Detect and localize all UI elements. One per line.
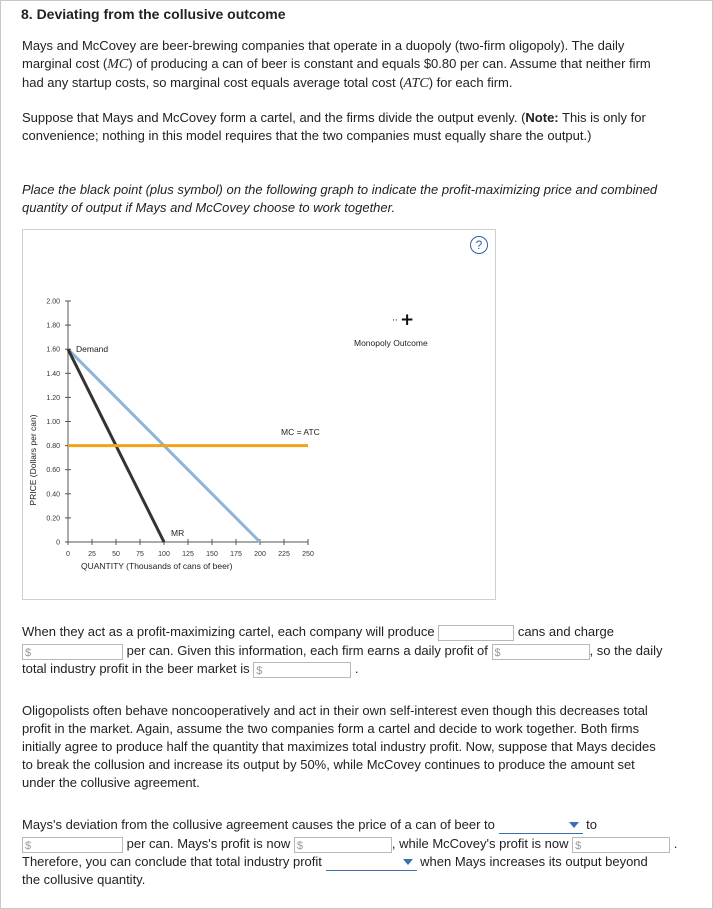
graph-panel (22, 229, 496, 600)
cartel-line-1: Suppose that Mays and McCovey form a cartel, and the firms divide the output evenly. (Note: This is only for (22, 110, 646, 125)
y-axis-label: PRICE (Dollars per can) (28, 414, 38, 506)
y-tick-label: 1.60 (46, 346, 60, 354)
graph-instruction: Place the black point (plus symbol) on the following graph to indicate the profit-maximizing price and combined quantity of output if Mays and McCovey choose to work together. (22, 182, 658, 215)
y-tick-label: 0.40 (46, 491, 60, 499)
chevron-down-icon (569, 822, 579, 828)
x-tick-label: 250 (302, 551, 314, 558)
q2-line-1: Mays's deviation from the collusive agreement causes the price of a can of beer to to (22, 817, 597, 832)
y-tick-label: 0.60 (46, 467, 60, 475)
mays-profit-input[interactable]: $ (294, 837, 392, 853)
cartel-line-2: convenience; nothing in this model requires that the two companies must equally share the output.) (22, 128, 592, 143)
q2-line-3: Therefore, you can conclude that total industry profit when Mays increases its output beyond (22, 854, 648, 869)
monopoly-outcome-label: Monopoly Outcome (354, 338, 428, 348)
help-icon[interactable]: ? (470, 236, 488, 254)
cartel-price-input[interactable]: $ (22, 644, 123, 660)
monopoly-point-plus-icon[interactable]: + (400, 310, 415, 330)
y-tick-label: 2.00 (46, 298, 60, 306)
mr-label: MR (171, 528, 185, 538)
x-tick-label: 200 (254, 551, 266, 558)
x-tick-label: 0 (66, 551, 70, 558)
y-tick-label: 1.80 (46, 322, 60, 330)
intro-paragraph (22, 37, 697, 93)
y-tick-label: 0.20 (46, 515, 60, 523)
price-quantity-chart[interactable] (23, 230, 495, 599)
q1-line-2: $ per can. Given this information, each firm earns a daily profit of $ , so the daily (22, 642, 663, 660)
industry-profit-input[interactable]: $ (253, 662, 351, 678)
x-tick-label: 50 (112, 551, 120, 558)
x-tick-label: 225 (278, 551, 290, 558)
chevron-down-icon (403, 859, 413, 865)
q1-line-1: When they act as a profit-maximizing cartel, each company will produce cans and charge (22, 624, 614, 639)
monopoly-outcome-tool[interactable] (354, 310, 428, 348)
industry-profit-dropdown[interactable] (326, 855, 417, 871)
question-title: 8. Deviating from the collusive outcome (21, 6, 286, 22)
firm-profit-input[interactable]: $ (492, 644, 590, 660)
y-tick-label: 0.80 (46, 443, 60, 451)
quantity-per-firm-input[interactable] (438, 625, 514, 641)
y-tick-label: 1.00 (46, 419, 60, 426)
intro-line-3: had any startup costs, so marginal cost equals average total cost (ATC) for each firm. (22, 75, 513, 91)
monopoly-point-dots: ·· (392, 316, 398, 326)
price-change-dropdown[interactable] (499, 818, 583, 834)
mc-atc-label: MC = ATC (281, 427, 320, 437)
mccovey-profit-input[interactable]: $ (572, 837, 670, 853)
q2-line-4: the collusive quantity. (22, 872, 146, 887)
deviation-paragraph: Oligopolists often behave noncooperatively and act in their own self-interest even though this decreases total profit in the market. Again, assume the two companies form a cartel and decide to work together. Both firms initially agree to produce half the quantity that maximizes total industry profit. Now, suppose that Mays decides to break the collusion and increase its output by 50%, while McCovey continues to produce the amount set under the collusive agreement. (22, 703, 656, 790)
y-tick-label: 1.20 (46, 394, 60, 402)
demand-label: Demand (76, 344, 109, 354)
new-price-input[interactable]: $ (22, 837, 123, 853)
x-tick-label: 25 (88, 551, 96, 558)
x-tick-label: 150 (206, 551, 218, 558)
intro-line-2: marginal cost (MC) of producing a can of beer is constant and equals $0.80 per can. Assume that neither firm (22, 56, 651, 72)
x-tick-label: 75 (136, 551, 144, 558)
x-axis-label: QUANTITY (Thousands of cans of beer) (81, 561, 233, 571)
intro-line-1: Mays and McCovey are beer-brewing companies that operate in a duopoly (two-firm oligopoly). The daily (22, 38, 625, 53)
q1-line-3: total industry profit in the beer market is $ . (22, 661, 359, 677)
cartel-paragraph (22, 109, 697, 145)
y-tick-label: 0 (56, 539, 60, 547)
y-tick-label: 1.40 (46, 370, 60, 378)
x-tick-label: 175 (230, 551, 242, 558)
x-tick-label: 100 (158, 551, 170, 558)
q2-line-2: $ per can. Mays's profit is now $ , while McCovey's profit is now $ . (22, 835, 677, 853)
x-tick-label: 125 (182, 551, 194, 558)
